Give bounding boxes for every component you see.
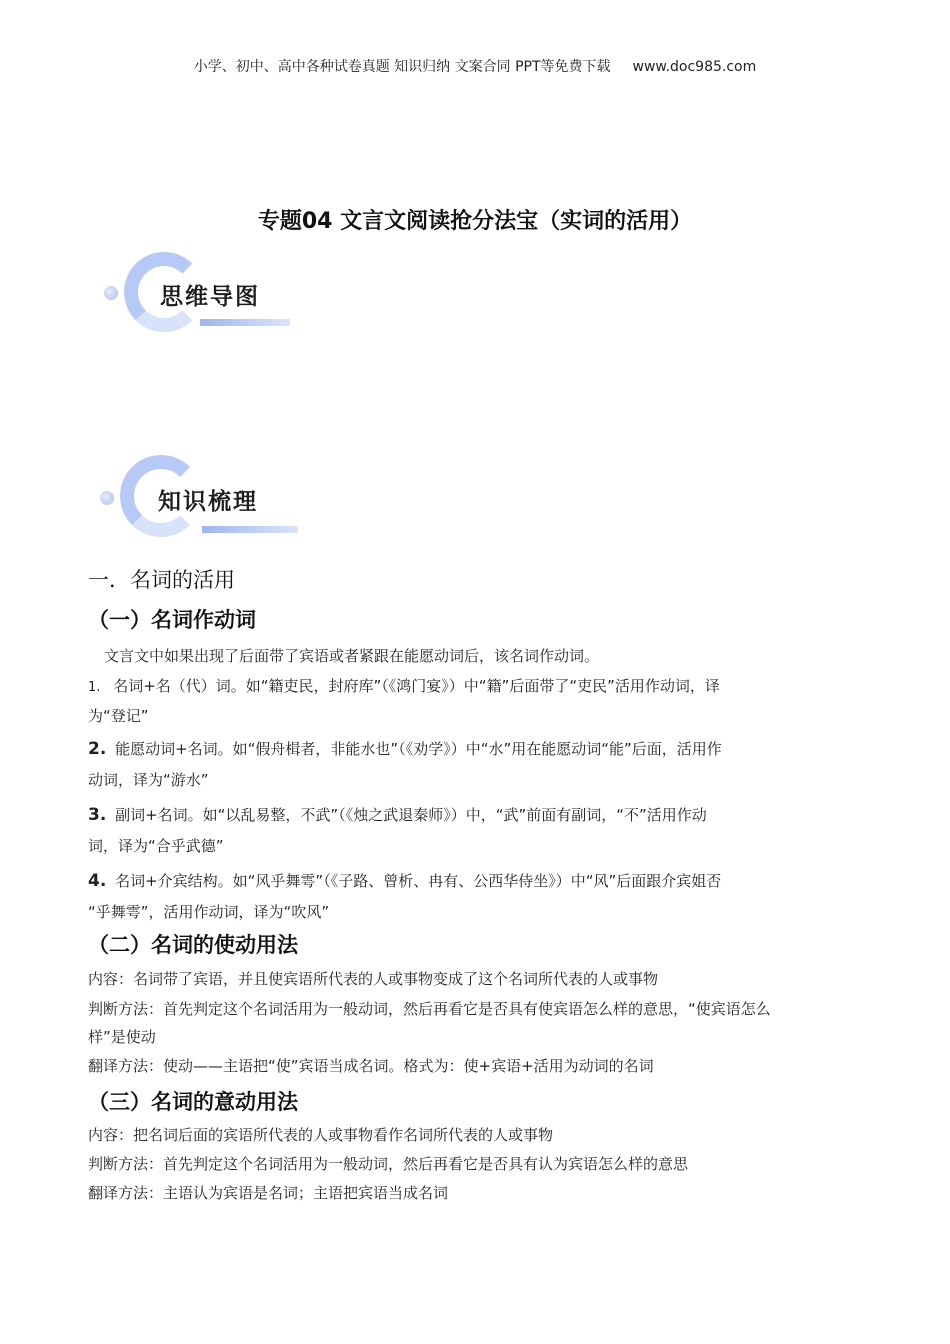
paragraph: 文言文中如果出现了后面带了宾语或者紧跟在能愿动词后，该名词作动词。 xyxy=(104,647,600,665)
list-item xyxy=(88,734,868,764)
badge-dot-icon xyxy=(100,491,114,505)
paragraph: 内容：名词带了宾语，并且使宾语所代表的人或事物变成了这个名词所代表的人或事物 xyxy=(88,970,659,988)
list-item xyxy=(88,866,868,896)
page-title: 专题04 文言文阅读抢分法宝（实词的活用） xyxy=(257,209,693,234)
list-item-continuation: 词，译为“合乎武德” xyxy=(88,837,224,855)
list-item-number: 2. xyxy=(88,739,107,759)
list-item-text: 名词+名（代）词。如“籍吏民，封府库”（《鸿门宴》）中“籍”后面带了“吏民”活用作动词，译 xyxy=(113,677,720,695)
paragraph: 判断方法：首先判定这个名词活用为一般动词，然后再看它是否具有使宾语怎么样的意思，“使宾语怎么 xyxy=(88,1000,771,1018)
list-item-continuation: “乎舞雩”，活用作动词，译为“吹风” xyxy=(88,903,330,921)
section-heading: 一．名词的活用 xyxy=(88,568,235,592)
knowledge-label: 知识梳理 xyxy=(158,489,258,515)
paragraph: 样”是使动 xyxy=(88,1028,156,1046)
paragraph: 翻译方法：使动——主语把“使”宾语当成名词。格式为：使+宾语+活用为动词的名词 xyxy=(88,1057,654,1075)
list-item xyxy=(88,800,868,830)
header-site-link[interactable]: www.doc985.com xyxy=(632,59,757,75)
paragraph: 翻译方法：主语认为宾语是名词；主语把宾语当成名词 xyxy=(88,1184,449,1202)
list-item-number: 3. xyxy=(88,805,107,825)
list-item xyxy=(88,671,868,703)
badge-underline xyxy=(202,526,298,533)
list-item-continuation: 动词，译为“游水” xyxy=(88,771,209,789)
header-text: 小学、初中、高中各种试卷真题 知识归纳 文案合同 PPT等免费下载 xyxy=(193,59,611,75)
paragraph: 判断方法：首先判定这个名词活用为一般动词，然后再看它是否具有认为宾语怎么样的意思 xyxy=(88,1155,689,1173)
knowledge-badge xyxy=(96,455,316,555)
list-item-text: 副词+名词。如“以乱易整，不武”（《烛之武退秦师》）中，“武”前面有副词，“不”活用作动 xyxy=(115,806,707,824)
list-item-text: 能愿动词+名词。如“假舟楫者，非能水也”（《劝学》）中“水”用在能愿动词“能”后面，活用作 xyxy=(115,740,722,758)
badge-dot-icon xyxy=(104,286,118,300)
page-header xyxy=(0,56,950,76)
subsection-heading: （二）名词的使动用法 xyxy=(88,933,298,957)
list-item-continuation: 为“登记” xyxy=(88,707,149,725)
list-item-number: 4. xyxy=(88,871,107,891)
subsection-heading: （一）名词作动词 xyxy=(88,608,256,632)
paragraph: 内容：把名词后面的宾语所代表的人或事物看作名词所代表的人或事物 xyxy=(88,1126,554,1144)
subsection-heading: （三）名词的意动用法 xyxy=(88,1090,298,1114)
mindmap-badge xyxy=(100,252,320,352)
list-item-number: 1. xyxy=(88,680,101,695)
badge-underline xyxy=(200,319,290,326)
list-item-text: 名词+介宾结构。如“风乎舞雩”（《子路、曾析、冉有、公西华侍坐》）中“风”后面跟介宾姐否 xyxy=(115,872,722,890)
mindmap-label: 思维导图 xyxy=(160,284,260,310)
